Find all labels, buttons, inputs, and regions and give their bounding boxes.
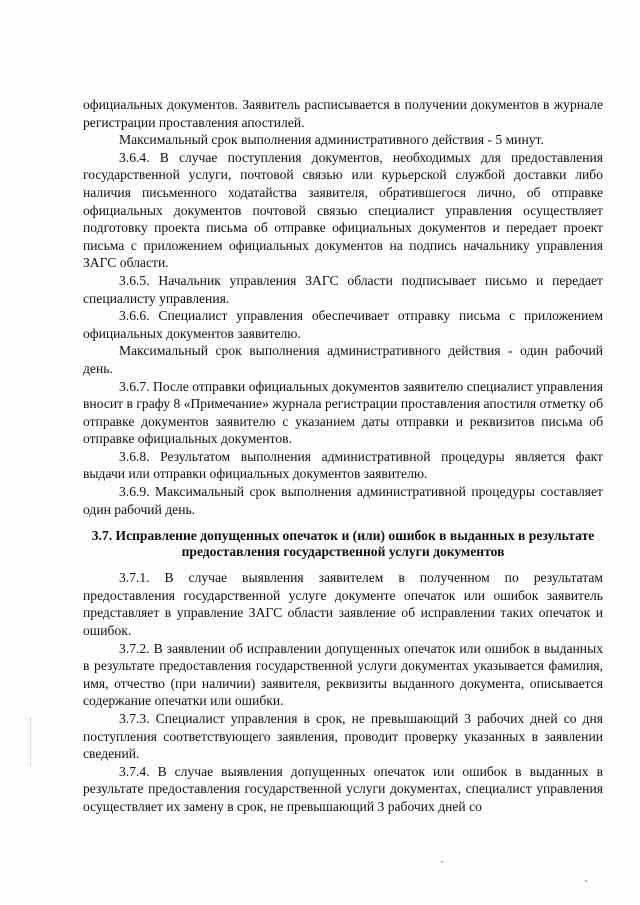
document-body: [83, 96, 603, 816]
scan-speck: [585, 880, 587, 882]
paragraph-3-6-5: 3.6.5. Начальник управления ЗАГС области подписывает письмо и передает специалисту управления.: [83, 272, 603, 306]
paragraph-3-6-6: 3.6.6. Специалист управления обеспечивает отправку письма с приложением официальных документов заявителю.: [83, 308, 603, 341]
paragraph-3-7-2: 3.7.2. В заявлении об исправлении допущенных опечаток или ошибок в выданных в результате предоставления государственной услуги документах указывается фамилия, имя, отчество (при наличии) заявителя, реквизиты выданного документа, описывается содержание опечатки или ошибки.: [83, 640, 603, 709]
paragraph-max-term-5-min: Максимальный срок выполнения административного действия - 5 минут.: [119, 132, 544, 148]
scan-margin-mark: [30, 718, 32, 766]
paragraph-3-6-4: 3.6.4. В случае поступления документов, необходимых для предоставления государственной услуги, почтовой связью или курьерской службой доставки либо наличия письменного ходатайства заявителя, обратившегося лично, об отправке официальных документов почтовой связью специалист управления осуществляет подготовку проекта письма об отправке официальных документов и передает проект письма с приложением официальных документов на подпись начальнику управления ЗАГС области.: [83, 149, 603, 271]
paragraph-3-6-9: 3.6.9. Максимальный срок выполнения административной процедуры составляет один рабочий день.: [83, 484, 603, 517]
paragraph-3-7-3: 3.7.3. Специалист управления в срок, не превышающий 3 рабочих дней со дня поступления соответствующего заявления, проводит проверку указанных в заявлении сведений.: [83, 711, 603, 762]
paragraph-3-6-7: 3.6.7. После отправки официальных документов заявителю специалист управления вносит в графу 8 «Примечание» журнала регистрации проставления апостиля отметку об отправке документов заявителю с указанием даты отправки и реквизитов письма об отправке официальных документов.: [83, 378, 603, 447]
scan-speck: [441, 861, 443, 863]
paragraph-max-term-one-day: Максимальный срок выполнения административного действия - один рабочий день.: [83, 343, 603, 376]
paragraph-continuation: официальных документов. Заявитель расписывается в получении документов в журнале регистрации проставления апостилей.: [83, 97, 603, 130]
paragraph-3-6-8: 3.6.8. Результатом выполнения административной процедуры является факт выдачи или отправки официальных документов заявителю.: [83, 448, 603, 482]
paragraph-3-7-4: 3.7.4. В случае выявления допущенных опечаток или ошибок в выданных в результате предоставления государственной услуги документах, специалист управления осуществляет их замену в срок, не превышающий 3 рабочих дней со: [83, 763, 603, 814]
paragraph-3-7-1: 3.7.1. В случае выявления заявителем в полученном по результатам предоставления государственной услуге документе опечаток или ошибок заявитель представляет в управление ЗАГС области заявление об исправлении таких опечаток и ошибок.: [83, 570, 603, 639]
section-heading-3-7: 3.7. Исправление допущенных опечаток и (или) ошибок в выданных в результате предоставления государственной услуги документов: [91, 528, 595, 559]
